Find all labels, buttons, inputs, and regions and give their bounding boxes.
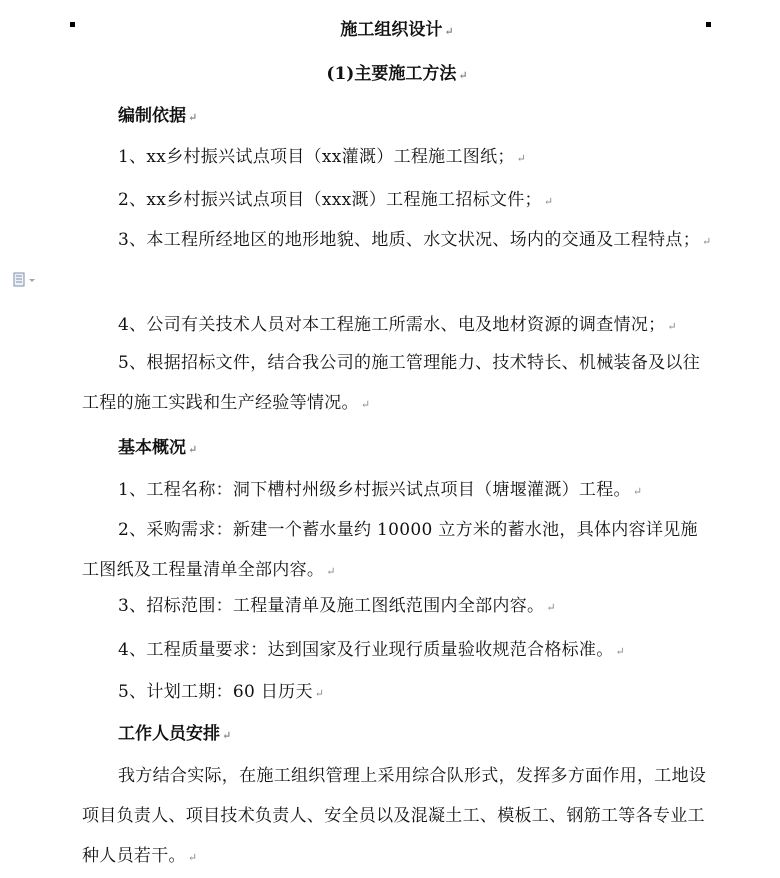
paragraph: 1、xx乡村振兴试点项目（xx灌溉）工程施工图纸； ↵ xyxy=(118,147,526,167)
paragraph: 4、公司有关技术人员对本工程施工所需水、电及地材资源的调查情况； ↵ xyxy=(118,315,677,335)
document-title: 施工组织设计 ↵ xyxy=(340,20,454,40)
page-corner-mark-left xyxy=(70,22,75,27)
paragraph: 我方结合实际，在施工组织管理上采用综合队形式，发挥多方面作用，工地设项目负责人、项目技术负责人、安全员以及混凝土工、模板工、钢筋工等各专业工种人员若干。 ↵ xyxy=(82,766,707,866)
paragraph: 1、工程名称：洞下槽村州级乡村振兴试点项目（塘堰灌溉）工程。 ↵ xyxy=(118,480,643,500)
paragraph: 2、xx乡村振兴试点项目（xxx溉）工程施工招标文件； ↵ xyxy=(118,190,554,210)
section-heading: 基本概况 ↵ xyxy=(118,438,198,458)
paragraph: 3、本工程所经地区的地形地貌、地质、水文状况、场内的交通及工程特点； ↵ xyxy=(118,230,712,250)
paragraph: 2、采购需求：新建一个蓄水量约 10000 立方米的蓄水池，具体内容详见施工图纸及工程量清单全部内容。 ↵ xyxy=(82,520,698,580)
document-subtitle: (1)主要施工方法 ↵ xyxy=(326,64,468,84)
document-options-icon[interactable] xyxy=(13,272,39,288)
section-heading: 工作人员安排 ↵ xyxy=(118,724,232,744)
paragraph: 5、计划工期：60 日历天 ↵ xyxy=(118,682,324,702)
paragraph: 5、根据招标文件，结合我公司的施工管理能力、技术特长、机械装备及以往工程的施工实践和生产经验等情况。 ↵ xyxy=(82,353,701,413)
paragraph: 4、工程质量要求：达到国家及行业现行质量验收规范合格标准。 ↵ xyxy=(118,640,625,660)
section-heading: 编制依据 ↵ xyxy=(118,106,198,126)
paragraph: 3、招标范围：工程量清单及施工图纸范围内全部内容。 ↵ xyxy=(118,596,556,616)
